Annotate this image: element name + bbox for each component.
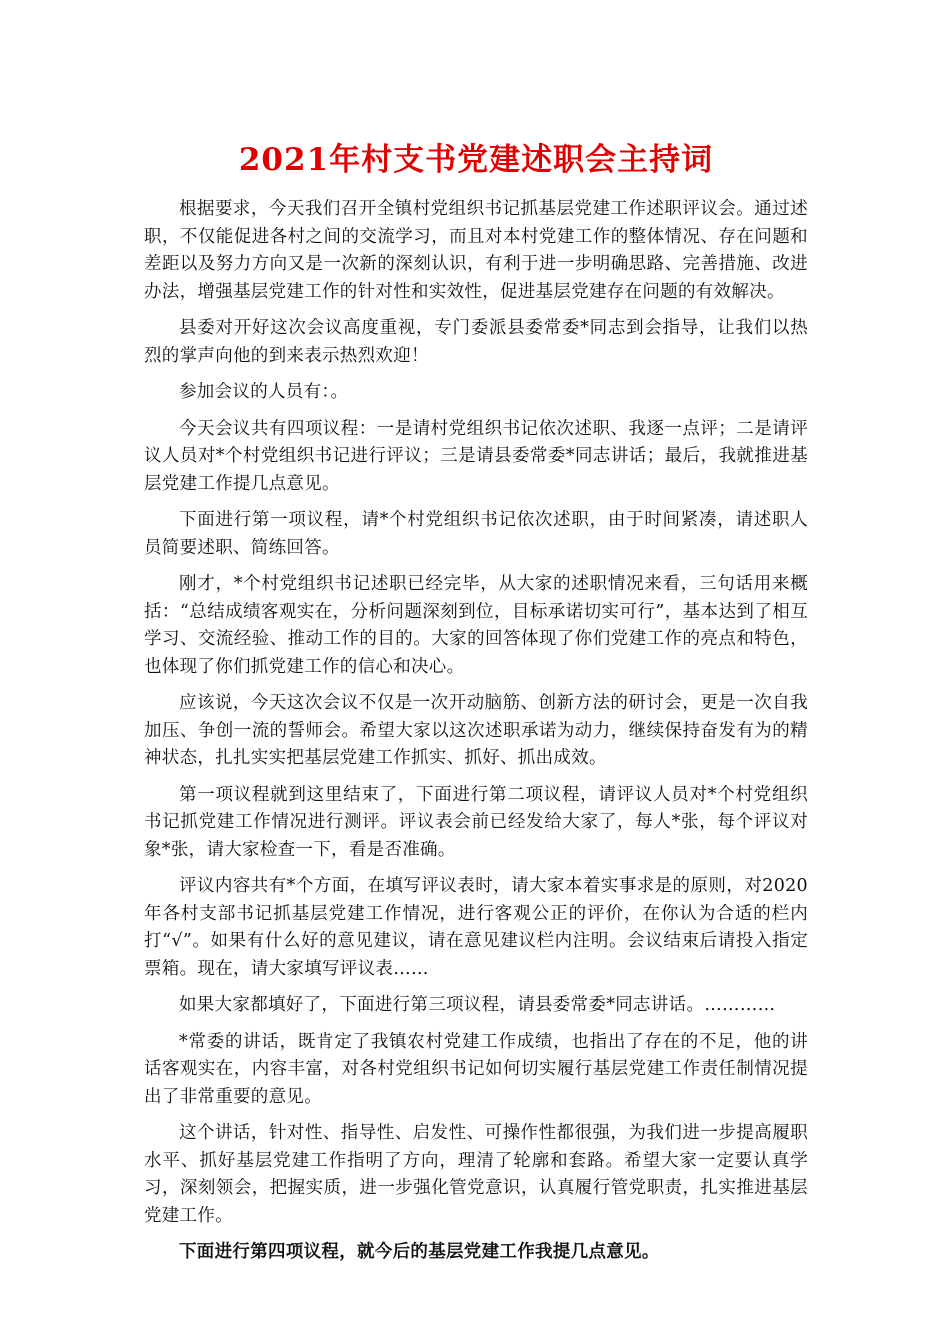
document-title: 2021年村支书党建述职会主持词 bbox=[238, 142, 714, 178]
paragraph-10: 如果大家都填好了，下面进行第三项议程，请县委常委*同志讲话。………… bbox=[179, 995, 776, 1015]
paragraph-3: 参加会议的人员有：。 bbox=[179, 382, 349, 402]
paragraph-5: 下面进行第一项议程，请*个村党组织书记依次述职，由于时间紧凑，请述职人员简要述职、简练回答。 bbox=[144, 510, 808, 558]
paragraph-12: 这个讲话，针对性、指导性、启发性、可操作性都很强，为我们进一步提高履职水平、抓好基层党建工作指明了方向，理清了轮廓和套路。希望大家一定要认真学习，深刻领会，把握实质，进一步强化管党意识，认真履行管党职责，扎实推进基层党建工作。 bbox=[144, 1123, 808, 1226]
paragraph-4: 今天会议共有四项议程：一是请村党组织书记依次述职、我逐一点评；二是请评议人员对*个村党组织书记进行评议；三是请县委常委*同志讲话；最后，我就推进基层党建工作提几点意见。 bbox=[144, 418, 808, 494]
paragraph-8: 第一项议程就到这里结束了，下面进行第二项议程，请评议人员对*个村党组织书记抓党建工作情况进行测评。评议表会前已经发给大家了，每人*张，每个评议对象*张，请大家检查一下，看是否准确。 bbox=[144, 784, 808, 860]
document-body bbox=[144, 138, 808, 1276]
paragraph-9: 评议内容共有*个方面，在填写评议表时，请大家本着实事求是的原则，对2020年各村支部书记抓基层党建工作情况，进行客观公正的评价，在你认为合适的栏内打“√”。如果有什么好的意见建议，请在意见建议栏内注明。会议结束后请投入指定票箱。现在，请大家填写评议表…… bbox=[144, 876, 808, 979]
paragraph-6: 刚才，*个村党组织书记述职已经完毕，从大家的述职情况来看，三句话用来概括：“总结成绩客观实在，分析问题深刻到位，目标承诺切实可行”，基本达到了相互学习、交流经验、推动工作的目的。大家的回答体现了你们党建工作的亮点和特色，也体现了你们抓党建工作的信心和决心。 bbox=[144, 574, 808, 677]
paragraph-2: 县委对开好这次会议高度重视，专门委派县委常委*同志到会指导，让我们以热烈的掌声向他的到来表示热烈欢迎！ bbox=[144, 318, 808, 366]
paragraph-1: 根据要求，今天我们召开全镇村党组织书记抓基层党建工作述职评议会。通过述职，不仅能促进各村之间的交流学习，而且对本村党建工作的整体情况、存在问题和差距以及努力方向又是一次新的深刻认识，有利于进一步明确思路、完善措施、改进办法，增强基层党建工作的针对性和实效性，促进基层党建存在问题的有效解决。 bbox=[144, 199, 808, 302]
paragraph-7: 应该说，今天这次会议不仅是一次开动脑筋、创新方法的研讨会，更是一次自我加压、争创一流的誓师会。希望大家以这次述职承诺为动力，继续保持奋发有为的精神状态，扎扎实实把基层党建工作抓实、抓好、抓出成效。 bbox=[144, 693, 808, 768]
paragraph-13: 下面进行第四项议程，就今后的基层党建工作我提几点意见。 bbox=[179, 1242, 660, 1262]
paragraph-11: *常委的讲话，既肯定了我镇农村党建工作成绩，也指出了存在的不足，他的讲话客观实在，内容丰富，对各村党组织书记如何切实履行基层党建工作责任制情况提出了非常重要的意见。 bbox=[144, 1031, 808, 1107]
